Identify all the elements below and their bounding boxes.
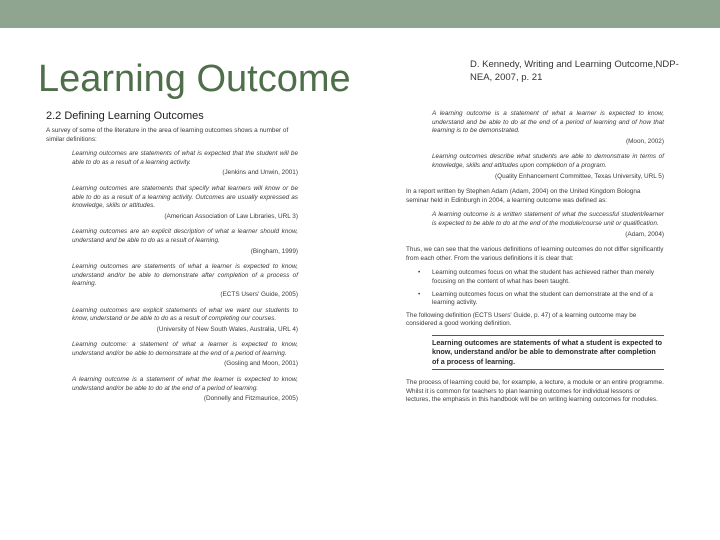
bullet-item: • Learning outcomes focus on what the student can demonstrate at the end of a learning activity.: [432, 291, 664, 308]
definition-quote: Learning outcomes describe what students are able to demonstrate in terms of knowledge, skills and attitudes upon completion of a program.: [432, 153, 664, 169]
definition-quote: Learning outcomes are statements of what a learner is expected to know, understand and/or be able to demonstrate after completion of a process of learning.: [72, 263, 298, 288]
definition-quote: Learning outcomes are an explicit description of what a learner should know, understand and be able to do as a result of learning.: [72, 228, 298, 244]
definition-quote: A learning outcome is a statement of what a learner is expected to know, understand and be able to do at the end of a period of learning and of how that learning is to be demonstrated.: [432, 110, 664, 135]
definition-source: (Bingham, 1999): [250, 247, 298, 255]
section-heading: 2.2 Defining Learning Outcomes: [46, 110, 204, 122]
citation-text: D. Kennedy, Writing and Learning Outcome,NDP-NEA, 2007, p. 21: [470, 59, 679, 83]
definition-quote: Learning outcomes are statements of what is expected that the student will be able to do as a result of a learning activity.: [72, 150, 298, 166]
closing-paragraph: The process of learning could be, for example, a lecture, a module or an entire programme. Whilst it is common for teachers to plan learning outcomes for individual lessons or lectures, the emphasis in this handbook will be on writing learning outcomes for modules.: [406, 379, 664, 404]
definition-quote: Learning outcomes are statements that specify what learners will know or be able to do as a result of a learning activity. Outcomes are usually expressed as knowledge, skills or attitudes.: [72, 184, 298, 210]
working-definition-box: Learning outcomes are statements of what a student is expected to know, understand and/or be able to demonstrate after completion of a process of learning.: [432, 335, 664, 370]
bullet-item: • Learning outcomes focus on what the student has achieved rather than merely focusing on the content of what has been taught.: [432, 269, 664, 286]
document-right-column: [406, 110, 664, 411]
definition-quote: Learning outcomes are explicit statements of what we want our students to know, understand or be able to do as a result of completing our courses.: [72, 306, 298, 323]
summary-paragraph: Thus, we can see that the various definitions of learning outcomes do not differ significantly from each other. From the various definitions it is clear that:: [406, 246, 664, 262]
definition-source: (Gosling and Moon, 2001): [224, 360, 298, 368]
adam-intro-paragraph: In a report written by Stephen Adam (Adam, 2004) on the United Kingdom Bologna seminar held in Edinburgh in 2004, a learning outcome was defined as:: [406, 188, 641, 204]
definition-source: (Quality Enhancement Committee, Texas University, URL 5): [495, 172, 664, 180]
definition-source: (Jenkins and Unwin, 2001): [222, 169, 298, 177]
definition-source: (Adam, 2004): [625, 230, 664, 238]
definition-quote: A learning outcome is a written statement of what the successful student/learner is expected to be able to do at the end of the module/course unit or qualification.: [432, 211, 664, 227]
definition-quote: Learning outcome: a statement of what a learner is expected to know, understand and/or be able to demonstrate at the end of a period of learning.: [72, 341, 298, 357]
definition-source: (ECTS Users' Guide, 2005): [220, 290, 298, 298]
intro-paragraph: A survey of some of the literature in the area of learning outcomes shows a number of similar definitions:: [46, 127, 289, 143]
definition-source: (Moon, 2002): [625, 137, 664, 145]
definition-source: (University of New South Wales, Australia, URL 4): [156, 325, 298, 333]
definition-quote: A learning outcome is a statement of what the learner is expected to know, understand and/or be able to do at the end of a period of learning.: [72, 376, 298, 392]
top-banner: [0, 0, 720, 28]
ects-intro-paragraph: The following definition (ECTS Users' Guide, p. 47) of a learning outcome may be considered a good working definition.: [406, 311, 637, 328]
definition-source: (American Association of Law Libraries, URL 3): [164, 212, 298, 220]
slide-title: Learning Outcome: [38, 58, 351, 100]
document-left-column: [46, 110, 298, 411]
definition-source: (Donnelly and Fitzmaurice, 2005): [203, 395, 298, 403]
